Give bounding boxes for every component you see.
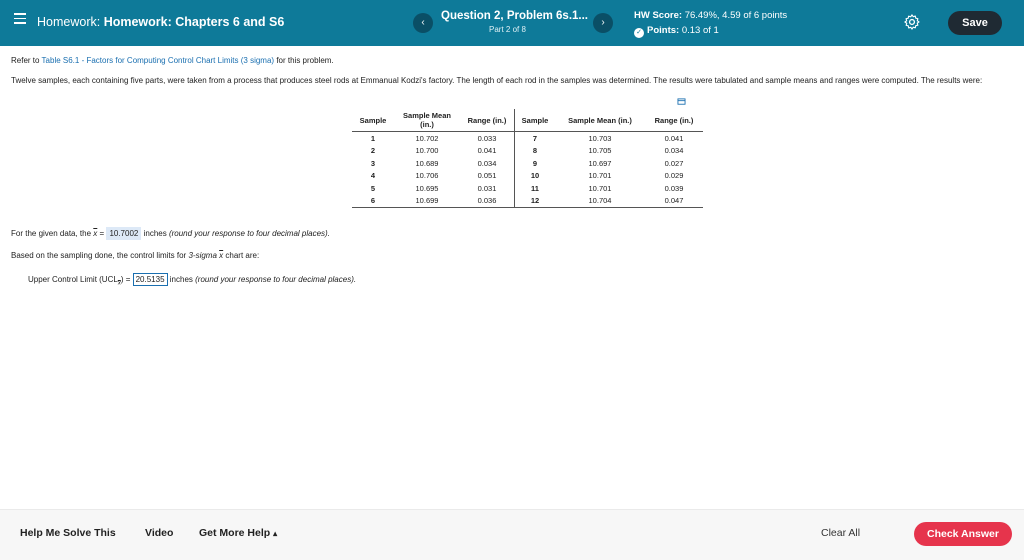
table-cell: 10.695 bbox=[415, 183, 439, 193]
table-cell: 0.027 bbox=[664, 158, 684, 168]
hw-score-label: HW Score: bbox=[634, 10, 683, 21]
hw-score bbox=[634, 10, 787, 21]
homework-title bbox=[37, 15, 284, 29]
ucl-close: ) = bbox=[120, 275, 131, 284]
homework-title-prefix: Homework: bbox=[37, 15, 101, 29]
based-sigma: 3-sigma bbox=[188, 251, 217, 260]
table-cell: 7 bbox=[532, 133, 538, 143]
xbar-hint: (round your response to four decimal places). bbox=[168, 229, 330, 238]
table-row bbox=[352, 132, 703, 145]
table-cell: 11 bbox=[531, 183, 539, 193]
table-cell: 10.704 bbox=[555, 195, 645, 208]
top-bar bbox=[0, 0, 1024, 46]
table-cell: 0.033 bbox=[460, 132, 515, 145]
col-header-mean: Sample Mean (in.) bbox=[394, 109, 460, 132]
video-button[interactable]: Video bbox=[145, 527, 174, 539]
table-cell: 10.697 bbox=[588, 158, 612, 168]
gear-icon[interactable] bbox=[903, 13, 921, 31]
refer-prefix: Refer to bbox=[11, 56, 40, 65]
table-cell: 5 bbox=[370, 183, 376, 193]
check-circle-icon: ✓ bbox=[634, 28, 644, 38]
table-cell: 0.051 bbox=[460, 170, 515, 183]
caret-up-icon: ▴ bbox=[273, 529, 278, 538]
table-cell: 0.031 bbox=[460, 182, 515, 195]
table-cell: 10.703 bbox=[588, 133, 612, 143]
points bbox=[634, 25, 719, 38]
table-cell: 10.706 bbox=[415, 171, 439, 181]
xbar-prefix: For the given data, the bbox=[11, 229, 92, 238]
get-more-help-label: Get More Help bbox=[199, 527, 271, 539]
table-cell: 3 bbox=[370, 158, 376, 168]
table-row bbox=[352, 182, 703, 195]
table-cell: 0.041 bbox=[664, 133, 684, 143]
ucl-hint: (round your response to four decimal places). bbox=[195, 275, 357, 284]
table-cell: 10.699 bbox=[394, 195, 460, 208]
chevron-right-icon: › bbox=[601, 17, 605, 28]
grand-mean-answer[interactable]: 10.7002 bbox=[106, 227, 141, 240]
get-more-help-button[interactable] bbox=[199, 527, 277, 539]
table-row bbox=[352, 145, 703, 158]
xbar-symbol: $\overline{x}$ bbox=[93, 229, 98, 238]
footer-bar bbox=[0, 509, 1024, 560]
table-cell: 10.702 bbox=[415, 133, 439, 143]
table-row bbox=[352, 170, 703, 183]
save-button[interactable]: Save bbox=[948, 11, 1002, 35]
help-me-solve-button[interactable]: Help Me Solve This bbox=[20, 527, 116, 539]
table-row bbox=[352, 195, 703, 208]
table-cell: 0.034 bbox=[460, 157, 515, 170]
question-part: Part 2 of 8 bbox=[489, 25, 526, 34]
table-cell: 6 bbox=[352, 195, 394, 208]
table-cell: 4 bbox=[370, 171, 376, 181]
ucl-line bbox=[28, 273, 356, 287]
next-question-button[interactable] bbox=[593, 13, 613, 33]
table-cell: 10 bbox=[530, 171, 540, 181]
table-s6-1-link[interactable]: Table S6.1 - Factors for Computing Control Chart Limits (3 sigma) bbox=[41, 56, 275, 65]
homework-title-main: Homework: Chapters 6 and S6 bbox=[103, 15, 285, 29]
col-header-mean-2: Sample Mean (in.) bbox=[555, 109, 645, 132]
table-cell: 0.047 bbox=[645, 195, 703, 208]
table-cell: 0.029 bbox=[664, 171, 684, 181]
table-header-row bbox=[352, 109, 703, 132]
hamburger-menu-icon[interactable] bbox=[14, 13, 26, 25]
table-cell: 0.034 bbox=[664, 146, 684, 156]
ucl-sub: x bbox=[117, 280, 121, 287]
ucl-answer-input[interactable]: 20.5135 bbox=[133, 273, 168, 286]
check-answer-button[interactable]: Check Answer bbox=[914, 522, 1012, 546]
table-cell: 10.701 bbox=[588, 171, 612, 181]
based-prefix: Based on the sampling done, the control limits for bbox=[11, 251, 187, 260]
copy-data-icon[interactable] bbox=[677, 98, 686, 106]
table-cell: 10.689 bbox=[415, 158, 439, 168]
refer-suffix: for this problem. bbox=[276, 56, 334, 65]
clear-all-button[interactable]: Clear All bbox=[821, 527, 861, 539]
grand-mean-line bbox=[11, 227, 330, 240]
problem-intro: Twelve samples, each containing five parts, were taken from a process that produces steel rods at Emmanual Kodzi's factory. The length of each rod in the samples was determined. The results were tabulated and sample means and ranges were computed. The results were: bbox=[11, 76, 983, 85]
hw-score-value: 76.49%, 4.59 of 6 points bbox=[684, 10, 788, 21]
table-cell: 8 bbox=[532, 146, 538, 156]
points-value: 0.13 of 1 bbox=[681, 25, 719, 36]
table-cell: 2 bbox=[370, 146, 376, 156]
col-header-sample-2: Sample bbox=[515, 109, 556, 132]
chevron-left-icon: ‹ bbox=[421, 17, 425, 28]
table-cell: 0.036 bbox=[460, 195, 515, 208]
xbar-equals: = bbox=[99, 229, 105, 238]
based-suffix: chart are: bbox=[225, 251, 260, 260]
table-cell: 0.039 bbox=[664, 183, 684, 193]
table-row bbox=[352, 157, 703, 170]
table-cell: 12 bbox=[515, 195, 556, 208]
table-cell: 10.701 bbox=[588, 183, 612, 193]
table-cell: 10.700 bbox=[415, 146, 439, 156]
table-cell: 10.705 bbox=[588, 146, 612, 156]
previous-question-button[interactable] bbox=[413, 13, 433, 33]
table-cell: 1 bbox=[370, 133, 376, 143]
ucl-unit: inches bbox=[169, 275, 193, 284]
table-cell: 9 bbox=[532, 158, 538, 168]
sample-data-table bbox=[352, 109, 703, 208]
points-label: Points: bbox=[647, 25, 680, 36]
col-header-range: Range (in.) bbox=[460, 109, 515, 132]
refer-line bbox=[11, 56, 334, 65]
xbar-unit: inches bbox=[143, 229, 167, 238]
table-cell: 0.041 bbox=[460, 145, 515, 158]
control-limits-line bbox=[11, 251, 259, 260]
question-title: Question 2, Problem 6s.1... bbox=[441, 10, 588, 22]
col-header-sample: Sample bbox=[352, 109, 394, 132]
ucl-label: Upper Control Limit (UCL bbox=[28, 275, 118, 284]
col-header-range-2: Range (in.) bbox=[645, 109, 703, 132]
based-x: $\overline{x}$ bbox=[219, 251, 224, 260]
